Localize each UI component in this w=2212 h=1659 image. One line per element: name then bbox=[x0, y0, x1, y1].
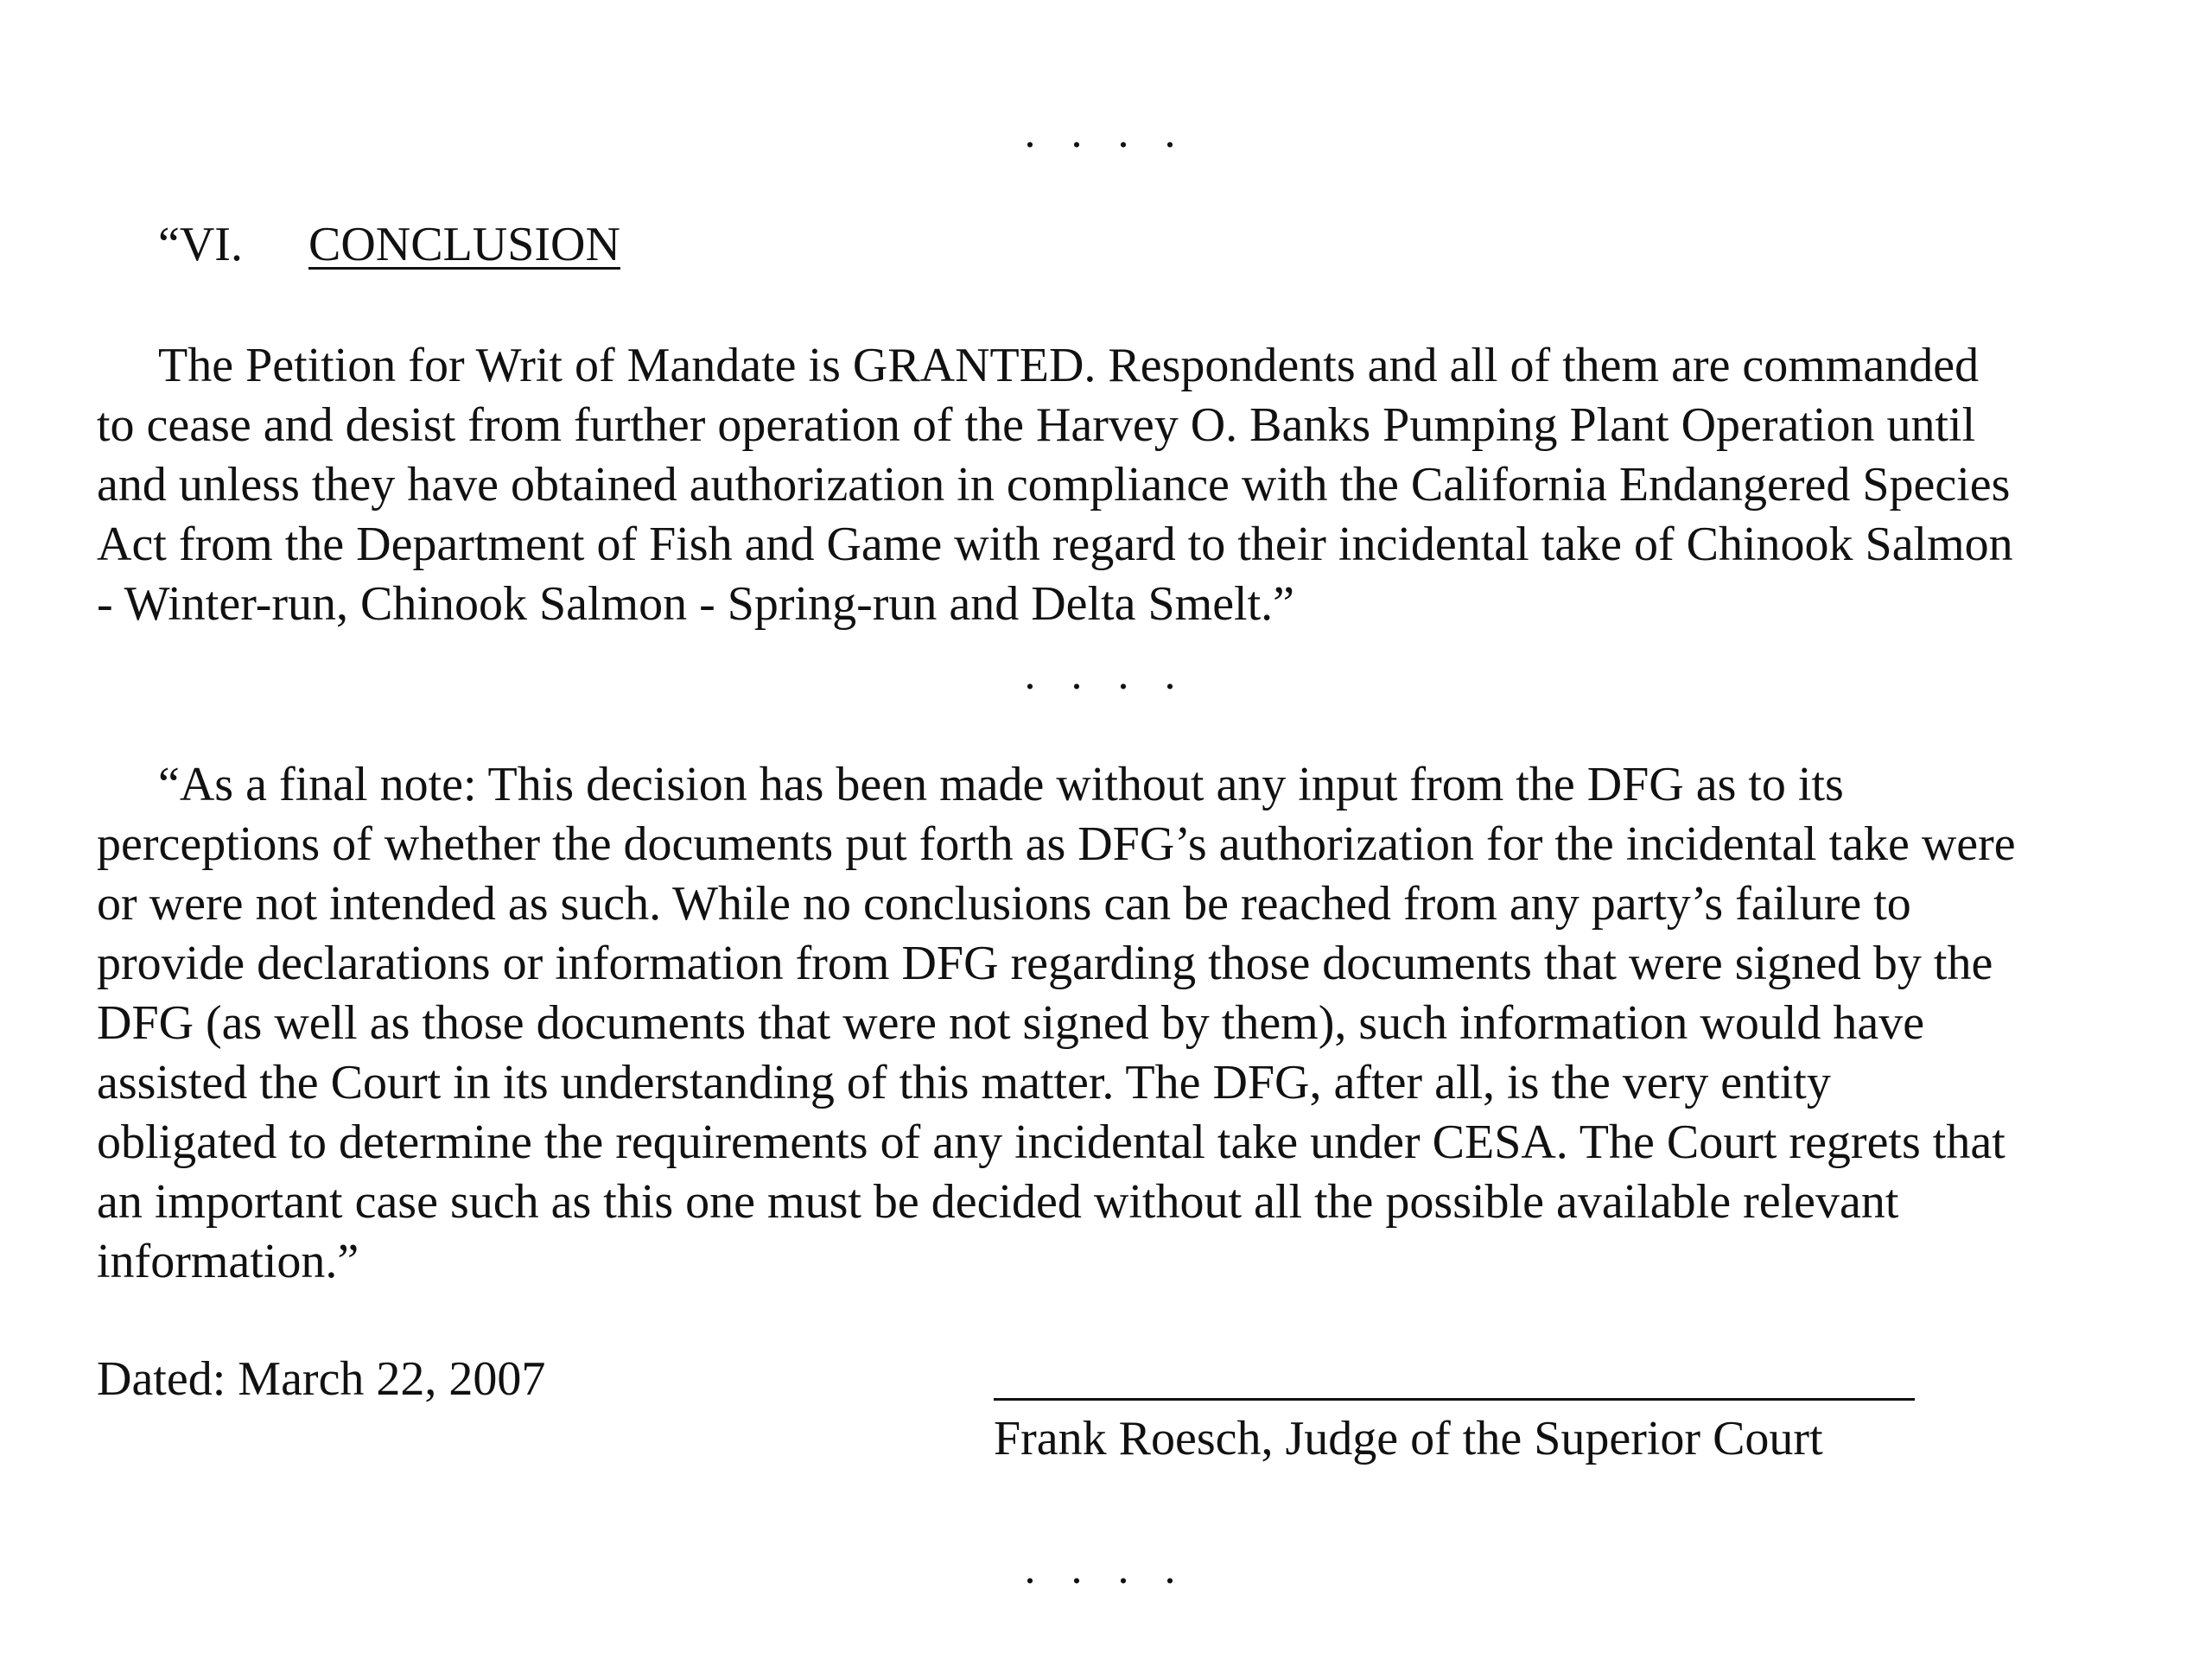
paragraph-line: Act from the Department of Fish and Game with regard to their incidental take of Chinook Salmon bbox=[97, 518, 2013, 571]
paragraph-line: provide declarations or information from DFG regarding those documents that were signed by the bbox=[97, 937, 1993, 990]
paragraph-line: The Petition for Writ of Mandate is GRANTED. Respondents and all of them are commanded bbox=[158, 339, 1980, 392]
paragraph-line: perceptions of whether the documents put forth as DFG’s authorization for the incidental take were bbox=[97, 817, 2016, 871]
paragraph-line: or were not intended as such. While no conclusions can be reached from any party’s failure to bbox=[97, 877, 1911, 931]
ellipsis-top: . . . . bbox=[1024, 108, 1188, 157]
paragraph-line: to cease and desist from further operation of the Harvey O. Banks Pumping Plant Operation until bbox=[97, 398, 1976, 452]
paragraph-line: DFG (as well as those documents that were not signed by them), such information would have bbox=[97, 996, 1925, 1050]
section-heading bbox=[158, 216, 620, 274]
paragraph-final-note bbox=[97, 755, 2119, 1292]
signature-line bbox=[994, 1398, 1915, 1401]
paragraph-line: assisted the Court in its understanding of this matter. The DFG, after all, is the very entity bbox=[97, 1056, 1831, 1109]
paragraph-line: information.” bbox=[97, 1235, 359, 1288]
paragraph-conclusion bbox=[97, 336, 2119, 634]
paragraph-line: - Winter-run, Chinook Salmon - Spring-run and Delta Smelt.” bbox=[97, 577, 1295, 631]
signature-name: Frank Roesch, Judge of the Superior Court bbox=[994, 1412, 1823, 1465]
paragraph-line: “As a final note: This decision has been made without any input from the DFG as to its bbox=[158, 758, 1844, 811]
date-line: Dated: March 22, 2007 bbox=[97, 1352, 546, 1406]
ellipsis-middle: . . . . bbox=[1024, 650, 1188, 699]
paragraph-line: an important case such as this one must be decided without all the possible available relevant bbox=[97, 1175, 1899, 1229]
paragraph-line: obligated to determine the requirements of any incidental take under CESA. The Court regrets that bbox=[97, 1116, 2005, 1169]
paragraph-line: and unless they have obtained authorization in compliance with the California Endangered Species bbox=[97, 458, 2011, 512]
section-number: “VI. bbox=[158, 218, 243, 271]
ellipsis-bottom: . . . . bbox=[1024, 1544, 1188, 1593]
section-title: CONCLUSION bbox=[308, 218, 620, 271]
